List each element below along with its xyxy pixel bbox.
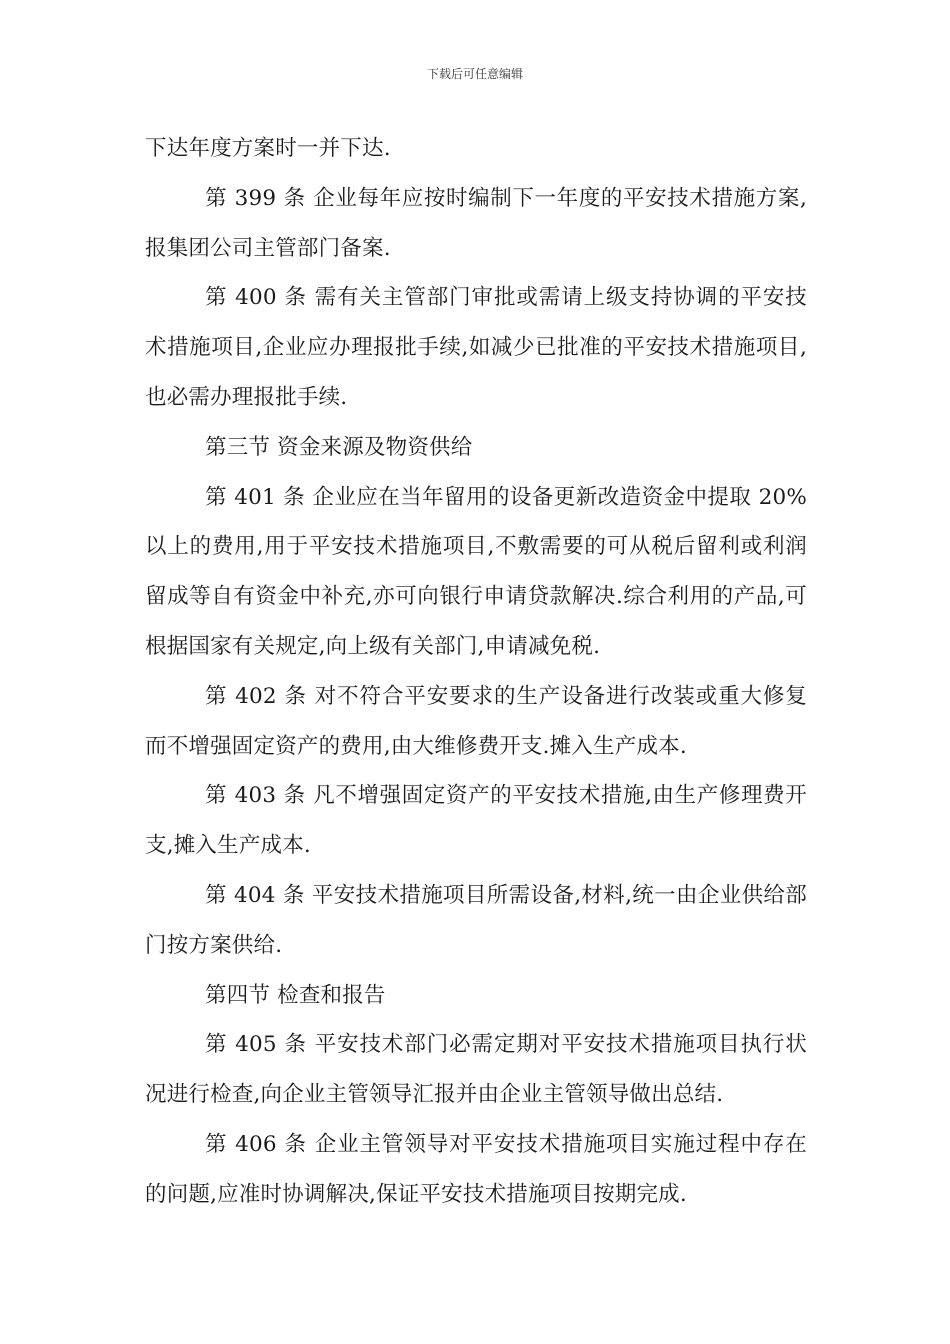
page-header: 下载后可任意编辑	[426, 67, 523, 81]
article-405: 第 405 条 平安技术部门必需定期对平安技术措施项目执行状况进行检查,向企业主管领导汇报并由企业主管领导做出总结.	[145, 1032, 807, 1108]
section-heading-4: 第四节 检查和报告	[205, 982, 386, 1008]
article-402: 第 402 条 对不符合平安要求的生产设备进行改装或重大修复而不增强固定资产的费用,由大维修费开支.摊入生产成本.	[145, 683, 807, 759]
section-heading-3: 第三节 资金来源及物资供给	[205, 434, 473, 460]
article-400: 第 400 条 需有关主管部门审批或需请上级支持协调的平安技术措施项目,企业应办理报批手续,如减少已批准的平安技术措施项目,也必需办理报批手续.	[145, 285, 807, 410]
article-399: 第 399 条 企业每年应按时编制下一年度的平安技术措施方案,报集团公司主管部门备案.	[145, 185, 807, 261]
article-403: 第 403 条 凡不增强固定资产的平安技术措施,由生产修理费开支,摊入生产成本.	[145, 783, 807, 859]
document-body	[145, 124, 807, 1220]
article-401: 第 401 条 企业应在当年留用的设备更新改造资金中提取 20%以上的费用,用于平安技术措施项目,不敷需要的可从税后留利或利润留成等自有资金中补充,亦可向银行申请贷款解决.综合利用的产品,可根据国家有关规定,向上级有关部门,申请减免税.	[145, 484, 807, 659]
article-404: 第 404 条 平安技术措施项目所需设备,材料,统一由企业供给部门按方案供给.	[145, 882, 807, 958]
article-406: 第 406 条 企业主管领导对平安技术措施项目实施过程中存在的问题,应准时协调解决,保证平安技术措施项目按期完成.	[145, 1131, 807, 1207]
paragraph-continuation: 下达年度方案时一并下达.	[145, 136, 391, 161]
